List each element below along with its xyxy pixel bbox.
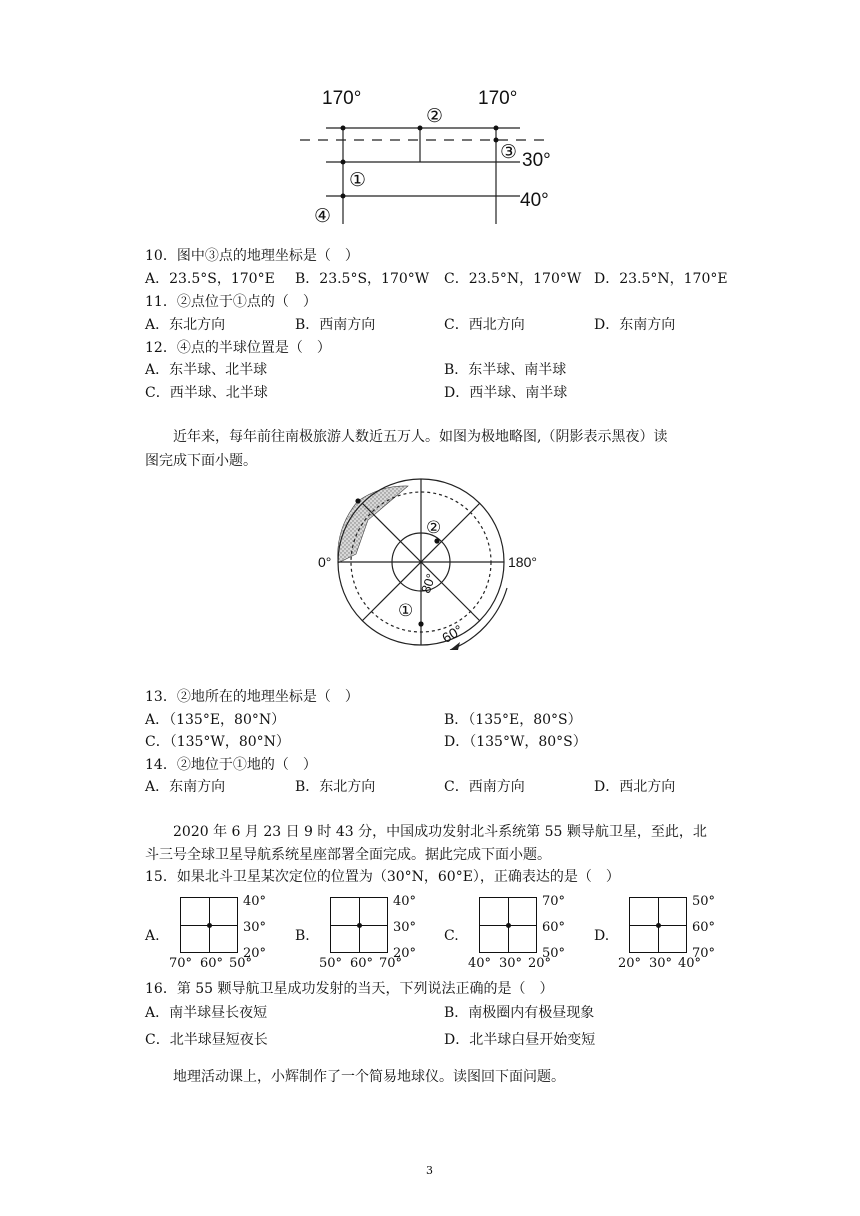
q15-option-letter: B. — [295, 928, 310, 944]
fig1-lon-right: 170° — [478, 88, 518, 109]
fig2-point-2: ② — [426, 518, 442, 537]
q15-label-right-top: 40° — [243, 894, 267, 909]
q15-label-bottom-right: 20° — [528, 956, 552, 971]
q13-option-b: B．（135°E，80°S） — [444, 712, 582, 728]
fig1-lat-30: 30° — [522, 150, 551, 171]
page-number: 3 — [426, 1164, 433, 1177]
fig2-point-1: ① — [398, 601, 414, 620]
figure-grid-map — [290, 82, 570, 232]
q14-option-d: D．西北方向 — [594, 779, 676, 795]
q12-stem: 12．④点的半球位置是（ ） — [145, 340, 331, 356]
fig2-lon-0: 0° — [318, 554, 332, 570]
q15-label-right-mid: 60° — [692, 920, 716, 935]
q15-label-right-bottom: 20° — [243, 946, 267, 961]
q15-option-d — [594, 893, 724, 973]
fig2-lat-60: 60° — [439, 621, 466, 646]
q11-option-d: D．东南方向 — [594, 317, 676, 333]
q15-label-bottom-right: 70° — [379, 956, 403, 971]
q15-label-bottom-right: 50° — [229, 956, 253, 971]
fig1-point-4: ④ — [314, 206, 332, 227]
q12-option-a: A．东半球、北半球 — [145, 362, 268, 378]
q13-option-d: D．（135°W，80°S） — [444, 734, 587, 750]
q15-label-bottom-left: 50° — [319, 956, 343, 971]
fig1-lat-40: 40° — [520, 190, 549, 211]
intro-beidou-line2: 斗三号全球卫星导航系统星座部署全面完成。据此完成下面小题。 — [145, 847, 551, 863]
q15-grid — [330, 897, 388, 953]
q13-option-c: C．（135°W，80°N） — [145, 734, 290, 750]
q15-option-letter: A. — [145, 928, 160, 944]
q15-grid — [629, 897, 687, 953]
fig1-point-3: ③ — [500, 142, 518, 163]
q15-label-right-bottom: 50° — [542, 946, 566, 961]
q15-grid — [479, 897, 537, 953]
q11-option-c: C．西北方向 — [444, 317, 525, 333]
q10-option-b: B．23.5°S，170°W — [295, 271, 430, 287]
q11-option-a: A．东北方向 — [145, 317, 226, 333]
q14-option-c: C．西南方向 — [444, 779, 525, 795]
q15-label-right-top: 50° — [692, 894, 716, 909]
q16-option-c: C．北半球昼短夜长 — [145, 1032, 268, 1048]
q15-label-right-mid: 30° — [243, 920, 267, 935]
q15-label-right-mid: 30° — [393, 920, 417, 935]
intro-beidou-line1: 2020 年 6 月 23 日 9 时 43 分，中国成功发射北斗系统第 55 颗导航卫星，至此，北 — [173, 824, 707, 840]
fig1-lon-left: 170° — [322, 88, 362, 109]
intro-globe: 地理活动课上，小辉制作了一个简易地球仪。读图回下面问题。 — [173, 1069, 565, 1085]
fig2-lon-180: 180° — [508, 554, 537, 570]
q14-option-b: B．东北方向 — [295, 779, 376, 795]
fig1-point-2: ② — [426, 106, 444, 127]
intro-antarctic-line2: 图完成下面小题。 — [145, 453, 257, 469]
q15-label-bottom-mid: 60° — [200, 956, 224, 971]
q12-option-b: B．东半球、南半球 — [444, 362, 567, 378]
intro-antarctic-line1: 近年来，每年前往南极旅游人数近五万人。如图为极地略图,（阴影表示黑夜）读 — [173, 429, 668, 445]
q16-option-b: B．南极圈内有极昼现象 — [444, 1005, 595, 1021]
q11-stem: 11．②点位于①点的（ ） — [145, 294, 317, 310]
q15-grid — [180, 897, 238, 953]
q10-option-d: D．23.5°N，170°E — [594, 271, 728, 287]
q15-option-b — [295, 893, 425, 973]
figure-polar-map — [310, 470, 550, 650]
q15-option-letter: C. — [444, 928, 459, 944]
q10-option-c: C．23.5°N，170°W — [444, 271, 582, 287]
q15-option-a — [145, 893, 275, 973]
q15-label-bottom-mid: 60° — [350, 956, 374, 971]
q13-stem: 13．②地所在的地理坐标是（ ） — [145, 689, 359, 705]
q12-option-d: D．西半球、南半球 — [444, 385, 568, 401]
q15-label-bottom-left: 70° — [169, 956, 193, 971]
q15-option-letter: D. — [594, 928, 610, 944]
q15-option-c — [444, 893, 574, 973]
q15-label-right-bottom: 70° — [692, 946, 716, 961]
q14-option-a: A．东南方向 — [145, 779, 226, 795]
q12-option-c: C．西半球、北半球 — [145, 385, 268, 401]
q13-option-a: A．（135°E，80°N） — [145, 712, 286, 728]
q16-option-a: A．南半球昼长夜短 — [145, 1005, 268, 1021]
q15-label-right-top: 70° — [542, 894, 566, 909]
q15-label-bottom-right: 40° — [678, 956, 702, 971]
q15-label-bottom-left: 40° — [468, 956, 492, 971]
q10-option-a: A．23.5°S，170°E — [145, 271, 275, 287]
q15-stem: 15．如果北斗卫星某次定位的位置为（30°N，60°E），正确表达的是（ ） — [145, 869, 620, 885]
q11-option-b: B．西南方向 — [295, 317, 376, 333]
q14-stem: 14．②地位于①地的（ ） — [145, 757, 317, 773]
q10-stem: 10．图中③点的地理坐标是（ ） — [145, 248, 359, 264]
q15-label-bottom-left: 20° — [618, 956, 642, 971]
fig2-lat-80: 80° — [417, 571, 439, 596]
q15-label-right-bottom: 20° — [393, 946, 417, 961]
q16-option-d: D．北半球白昼开始变短 — [444, 1032, 596, 1048]
q15-label-bottom-mid: 30° — [499, 956, 523, 971]
fig1-point-1: ① — [349, 170, 367, 191]
q15-label-right-mid: 60° — [542, 920, 566, 935]
q15-label-bottom-mid: 30° — [649, 956, 673, 971]
q15-label-right-top: 40° — [393, 894, 417, 909]
q16-stem: 16．第 55 颗导航卫星成功发射的当天，下列说法正确的是（ ） — [145, 981, 554, 997]
